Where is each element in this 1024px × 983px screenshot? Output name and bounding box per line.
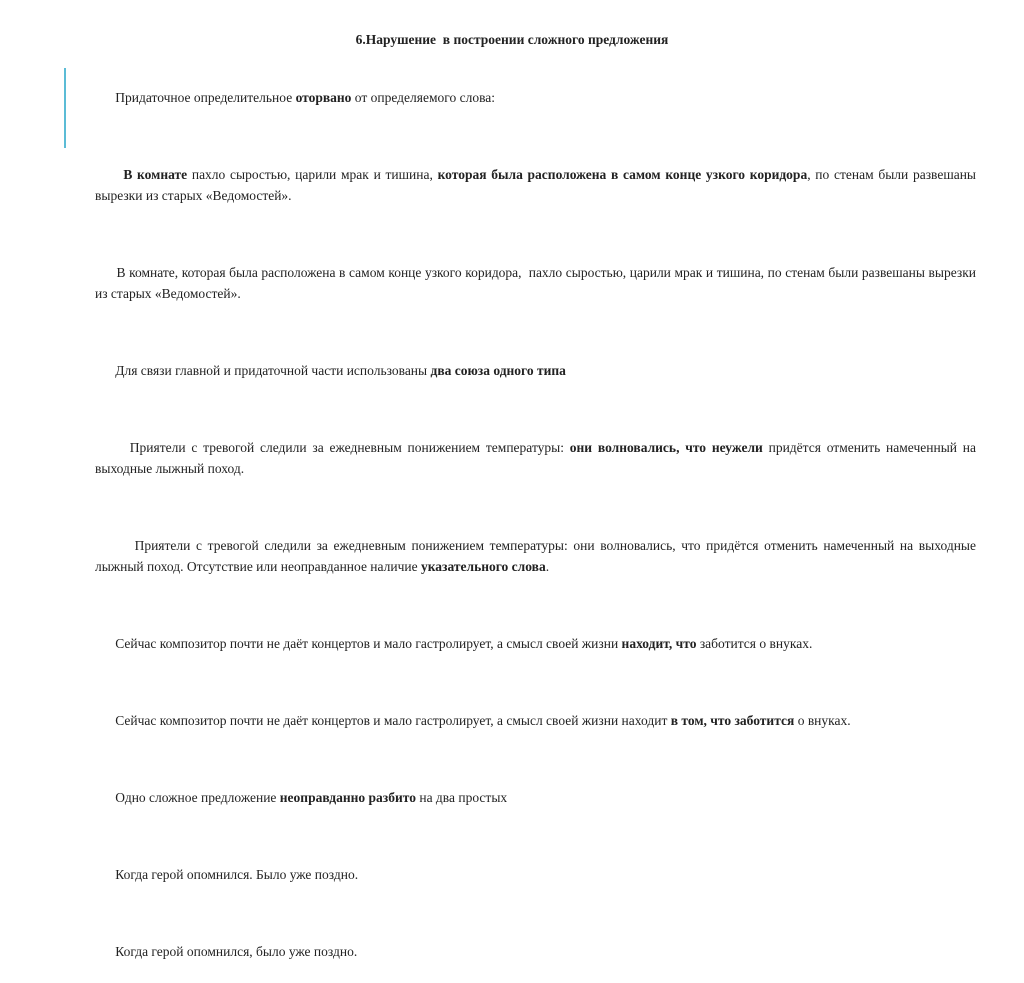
- text-segment: от определяемого слова:: [351, 90, 496, 105]
- slide-body: [95, 66, 980, 983]
- bold-segment: они волновались, что неужели: [569, 440, 763, 455]
- paragraph-8: [95, 689, 976, 752]
- text-segment: Для связи главной и придаточной части использованы: [115, 363, 431, 378]
- paragraph-11: [95, 920, 976, 983]
- bold-segment: указательного слова: [420, 559, 546, 574]
- paragraph-7: [95, 612, 976, 675]
- bold-segment: в том, что заботится: [670, 713, 795, 728]
- paragraph-2: [95, 143, 980, 227]
- paragraph-10: [95, 843, 976, 906]
- bold-segment: находит, что: [621, 636, 697, 651]
- bold-segment: два союза одного типа: [430, 363, 566, 378]
- bold-segment: которая была расположена в самом конце узкого коридора: [437, 167, 808, 182]
- paragraph-5: [95, 416, 980, 500]
- text-segment: , по стенам были развешаны вырезки из старых «Ведомостей».: [95, 167, 980, 203]
- paragraph-4: [95, 339, 976, 402]
- text-segment: .: [545, 559, 550, 574]
- text-segment: Одно сложное предложение: [115, 790, 280, 805]
- paragraph-3: [95, 241, 980, 325]
- text-segment: на два простых: [415, 790, 508, 805]
- text-segment: заботится о внуках.: [696, 636, 813, 651]
- slide-title: 6.Нарушение в построении сложного предложения: [355, 32, 669, 47]
- text-segment: Приятели с тревогой следили за ежедневным понижением температуры: они волновались, что придётся отменить намеченный на выходные лыжный поход. Отсутствие или неоправданное наличие: [95, 538, 980, 574]
- text-segment: пахло сыростью, царили мрак и тишина,: [187, 167, 438, 182]
- text-segment: Придаточное определительное: [115, 90, 296, 105]
- bold-segment: В комнате: [123, 167, 188, 182]
- text-segment: Когда герой опомнился. Было уже поздно.: [115, 867, 359, 882]
- text-segment: В комнате, которая была расположена в самом конце узкого коридора, пахло сыростью, царили мрак и тишина, по стенам были развешаны вырезки из старых «Ведомостей».: [95, 265, 980, 301]
- text-segment: Приятели с тревогой следили за ежедневным понижением температуры:: [129, 440, 570, 455]
- text-segment: придётся отменить намеченный на выходные лыжный поход.: [95, 440, 980, 476]
- paragraph-1: [95, 66, 976, 129]
- paragraph-6: [95, 514, 980, 598]
- bold-segment: оторвано: [295, 90, 352, 105]
- text-segment: Сейчас композитор почти не даёт концертов и мало гастролирует, а смысл своей жизни находит: [115, 713, 671, 728]
- text-segment: о внуках.: [794, 713, 851, 728]
- text-segment: Сейчас композитор почти не даёт концертов и мало гастролирует, а смысл своей жизни: [115, 636, 622, 651]
- paragraph-9: [95, 766, 976, 829]
- accent-bar: [64, 68, 66, 148]
- bold-segment: неоправданно разбито: [279, 790, 416, 805]
- text-segment: Когда герой опомнился, было уже поздно.: [115, 944, 358, 959]
